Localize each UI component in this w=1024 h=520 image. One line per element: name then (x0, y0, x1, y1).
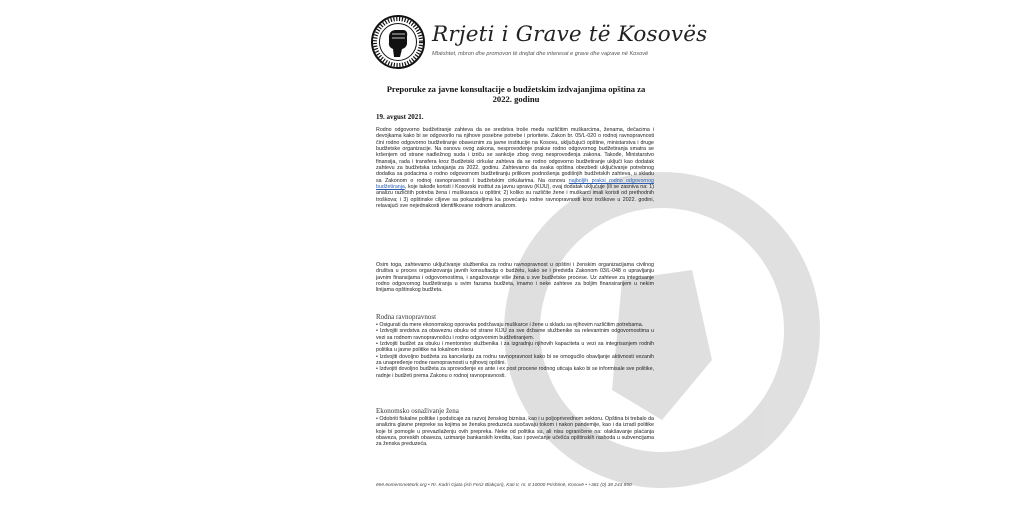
best-practices-link[interactable]: najboljih praksi rodno odgovornog budžetiranja (376, 177, 654, 191)
list-item: • Osigurati da mere ekonomskog oporavka podržavaju muškarce i žene u skladu sa njihovim različitim potrebama. (376, 322, 644, 328)
list-item: • Izdvojiti dovoljno budžeta za kancelariju za rodnu ravnopravnost kako bi se omogućilo obavljanje aktivnosti vezanih za unapređenje rodne ravnopravnosti u njihovoj opštini. (376, 353, 654, 367)
paragraph-consultation: Osim toga, zahtevamo uključivanje službenika za rodnu ravnopravnost u opštini i ženskim organizacijama civilnog društva u proces organizovanja javnih konsultacija o budžetu, kako se i predviđa Zakonom 03/L-048 o upravljanju javnim finansijama i odgovornostima, i angažovanje više žena u sve budžetske procese. Uz zahteve za integrisanje rodno odgovornog budžetiranja u svim fazama budžeta, imamo i neke zahteve za boljim finansiranjem u nekim linijama opštinskog budžeta. (376, 262, 654, 294)
document-title: Preporuke za javne konsultacije o budžetskim izdvajanjima opština za 2022. godinu (386, 84, 646, 104)
list-item: • Izdvojiti budžet za obuku i mentorstvo službenika i za izgradnju njihovih kapaciteta u vezi sa integrisanjem rodnih politika u javne politike na lokalnom nivou (376, 341, 654, 354)
bullet-list-gender-equality (376, 322, 654, 379)
paragraph-intro-text-b: , koje takođe koristi i Kosovski institut za javnu upravu (KIJU), ovaj dodatak uključuje (ili se zasniva na: 1) analizu različitih potreba žena i muškaraca u opštini; 2) koliko su različite žene i muškarci imali koristi od prethodnih troškova; i 3) opštinske ciljeve sa pokazateljima ka povećanju rodne ravnopravnosti kroz troškove u 2022. godini, relavajući sve nejednakosti identifikovane rodnom analizom. (376, 184, 654, 210)
list-item: • Izdvojiti dovoljno budžeta za sprovođenje ex ante i ex post procene rodnog uticaja kako bi se informisale sve politike, radnje i budžeti prema Zakonu o rodnoj ravnopravnosti. (376, 366, 654, 379)
document-page (362, 0, 708, 507)
list-item: • Izdvojiti sredstva za obaveznu obuku od strane KIJU za sve državne službenike sa relevantnim odgovornostima u vezi sa rodnom ravnopravnošću i rodno odgovornim budžetiranjem. (376, 328, 654, 341)
rgk-logo-icon (370, 14, 426, 70)
org-tagline: Mbështet, mbron dhe promovon të drejtat dhe interesat e grave dhe vajzave në Kosovë (432, 51, 649, 57)
paragraph-intro (376, 127, 654, 209)
paragraph-intro-text-a: Rodno odgovorno budžetiranje zahteva da se sredstva troše među različitim muškarcima, ženama, dečacima i devojkama kako bi se odgovorilo na njihove posebne potrebe i prioritete. Zakon br. 05/L-020 o rodnoj ravnopravnosti čini rodno odgovorno budžetiranje obaveznim za javne institucije na Kosovu, uključujući opštine, ministarstva i druge budžetske organizacije. Na osnovu ovog zakona, nesprovođenje prakse rodno odgovornog budžetiranja smatra se kršenjem od strane nadležnog suda i izriču se sankcije zbog ovog nesprovođenja zakona. Takođe, Ministarstvo finansija, rada i transfera kroz Budžetski cirkular zahteva da se rodno odgovorno budžetiranje uključi kao dodatak zahtevu za budžetska izdvajanja za 2022. godinu. Zahtevamo da svaka opština obezbedi uključivanje potrebnog dodatka sa podacima o rodno odgovornom budžetiranju prilikom podnošenja godišnjih budžetskih zahteva, u skladu sa Zakonom o rodnoj ravnopravnosti i budžetskim cirkularima. Na osnovu (376, 127, 654, 184)
bullet-list-economic-empowerment (376, 416, 654, 448)
section-heading-economic-empowerment: Ekonomsko osnaživanje žena (376, 407, 459, 415)
org-name: Rrjeti i Grave të Kosovës (432, 22, 708, 47)
document-date: 19. avgust 2021. (376, 113, 424, 121)
document-footer: ëëë.ëomensnetëork.org • Rr. Kadri Gjata (ish Feriz Blakçori), Kati II, nr. 8 10000 Prishtinë, Kosovë • +381 (0) 38 243 850 (376, 483, 632, 488)
section-heading-gender-equality: Rodna ravnopravnost (376, 313, 437, 321)
list-item: • Odobriti fiskalne politike i podsticaje za razvoj ženskog biznisa, kao i u poljoprivrednom sektoru. Opština bi trebalo da analizira glavne prepreke sa kojima se ženska preduzeća suočavaju tokom i nakon pandemije, kao i da izradi politike koje bi pomogle u prevazilaženju ovih prepreka. Neke od politika su, ali nisu ograničene na: olakšavanje plaćanja obaveza, poreskih obaveza, uzimanje bankarskih kredita, kao i povećanje učešća opštinskih rashoda u subvencijama za ženska preduzeća. (376, 416, 654, 448)
